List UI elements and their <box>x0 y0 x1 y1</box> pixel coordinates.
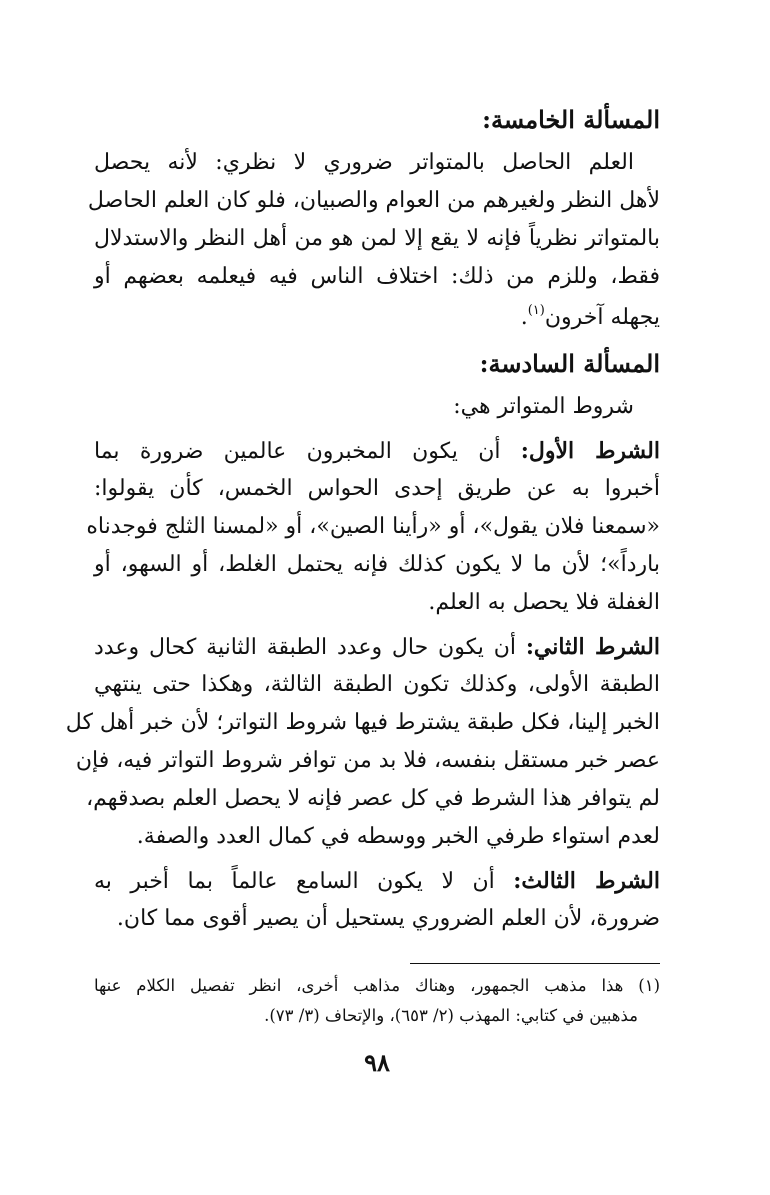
cond2-label: الشرط الثاني: <box>525 634 660 660</box>
footnote-divider <box>410 963 660 964</box>
cond1-first-line: أن يكون المخبرون عالمين ضرورة بما <box>94 439 521 464</box>
section5-last-end: . <box>520 305 528 330</box>
section5-last-text: يجهله آخرون <box>544 305 660 330</box>
cond3-line-2: ضرورة، لأن العلم الضروري يستحيل أن يصير أقوى مما كان. <box>116 906 660 931</box>
cond2-line-5: لم يتوافر هذا الشرط في كل عصر فإنه لا يحصل العلم بصدقهم، <box>86 786 660 811</box>
section5-line-2: لأهل النظر ولغيرهم من العوام والصبيان، فلو كان العلم الحاصل <box>87 188 660 213</box>
footnote-line-2: مذهبين في كتابي: المهذب (٢/ ٦٥٣)، والإتحاف (٣/ ٧٣). <box>264 1006 638 1025</box>
section6-intro: شروط المتواتر هي: <box>453 394 634 419</box>
section5-line-5 <box>521 304 660 329</box>
document-page <box>65 0 660 1195</box>
section5-line-4: فقط، وللزم من ذلك: اختلاف الناس فيه فيعلمه بعضهم أو <box>94 264 660 289</box>
section5-line-3: بالمتواتر نظرياً فإنه لا يقع إلا لمن هو من أهل النظر والاستدلال <box>94 226 660 251</box>
cond2-first-line: أن يكون حال وعدد الطبقة الثانية كحال وعدد <box>94 635 526 660</box>
section6-heading: المسألة السادسة: <box>479 349 660 378</box>
cond3-line-1 <box>94 870 660 893</box>
footnote-ref-1: (١) <box>527 303 545 318</box>
cond2-line-1 <box>94 636 660 659</box>
cond1-label: الشرط الأول: <box>520 438 660 464</box>
cond3-first-line: أن لا يكون السامع عالماً بما أخبر به <box>94 869 514 894</box>
section5-line-1: العلم الحاصل بالمتواتر ضروري لا نظري: لأنه يحصل <box>94 150 634 175</box>
cond2-line-4: عصر خبر مستقل بنفسه، فلا بد من توافر شروط التواتر فيه، فإن <box>75 748 660 773</box>
cond1-line-2: أخبروا به عن طريق إحدى الحواس الخمس، كأن يقولوا: <box>94 476 660 501</box>
cond1-line-4: بارداً»؛ لأن ما لا يكون كذلك فإنه يحتمل الغلط، أو السهو، أو <box>94 552 660 577</box>
cond2-line-3: الخبر إلينا، فكل طبقة يشترط فيها شروط التواتر؛ لأن خبر أهل كل <box>65 710 660 735</box>
cond1-line-3: «سمعنا فلان يقول»، أو «رأينا الصين»، أو «لمسنا الثلج فوجدناه <box>86 514 660 539</box>
footnote-line-1: (١) هذا مذهب الجمهور، وهناك مذاهب أخرى، انظر تفصيل الكلام عنها <box>94 976 660 995</box>
cond1-line-1 <box>94 440 660 463</box>
section5-heading: المسألة الخامسة: <box>482 105 660 134</box>
cond1-line-5: الغفلة فلا يحصل به العلم. <box>428 590 660 615</box>
cond2-line-2: الطبقة الأولى، وكذلك تكون الطبقة الثالثة، وهكذا حتى ينتهي <box>94 672 660 697</box>
cond2-line-6: لعدم استواء طرفي الخبر ووسطه في كمال العدد والصفة. <box>136 824 660 849</box>
page-number: ٩٨ <box>364 1048 390 1077</box>
cond3-label: الشرط الثالث: <box>513 868 660 894</box>
